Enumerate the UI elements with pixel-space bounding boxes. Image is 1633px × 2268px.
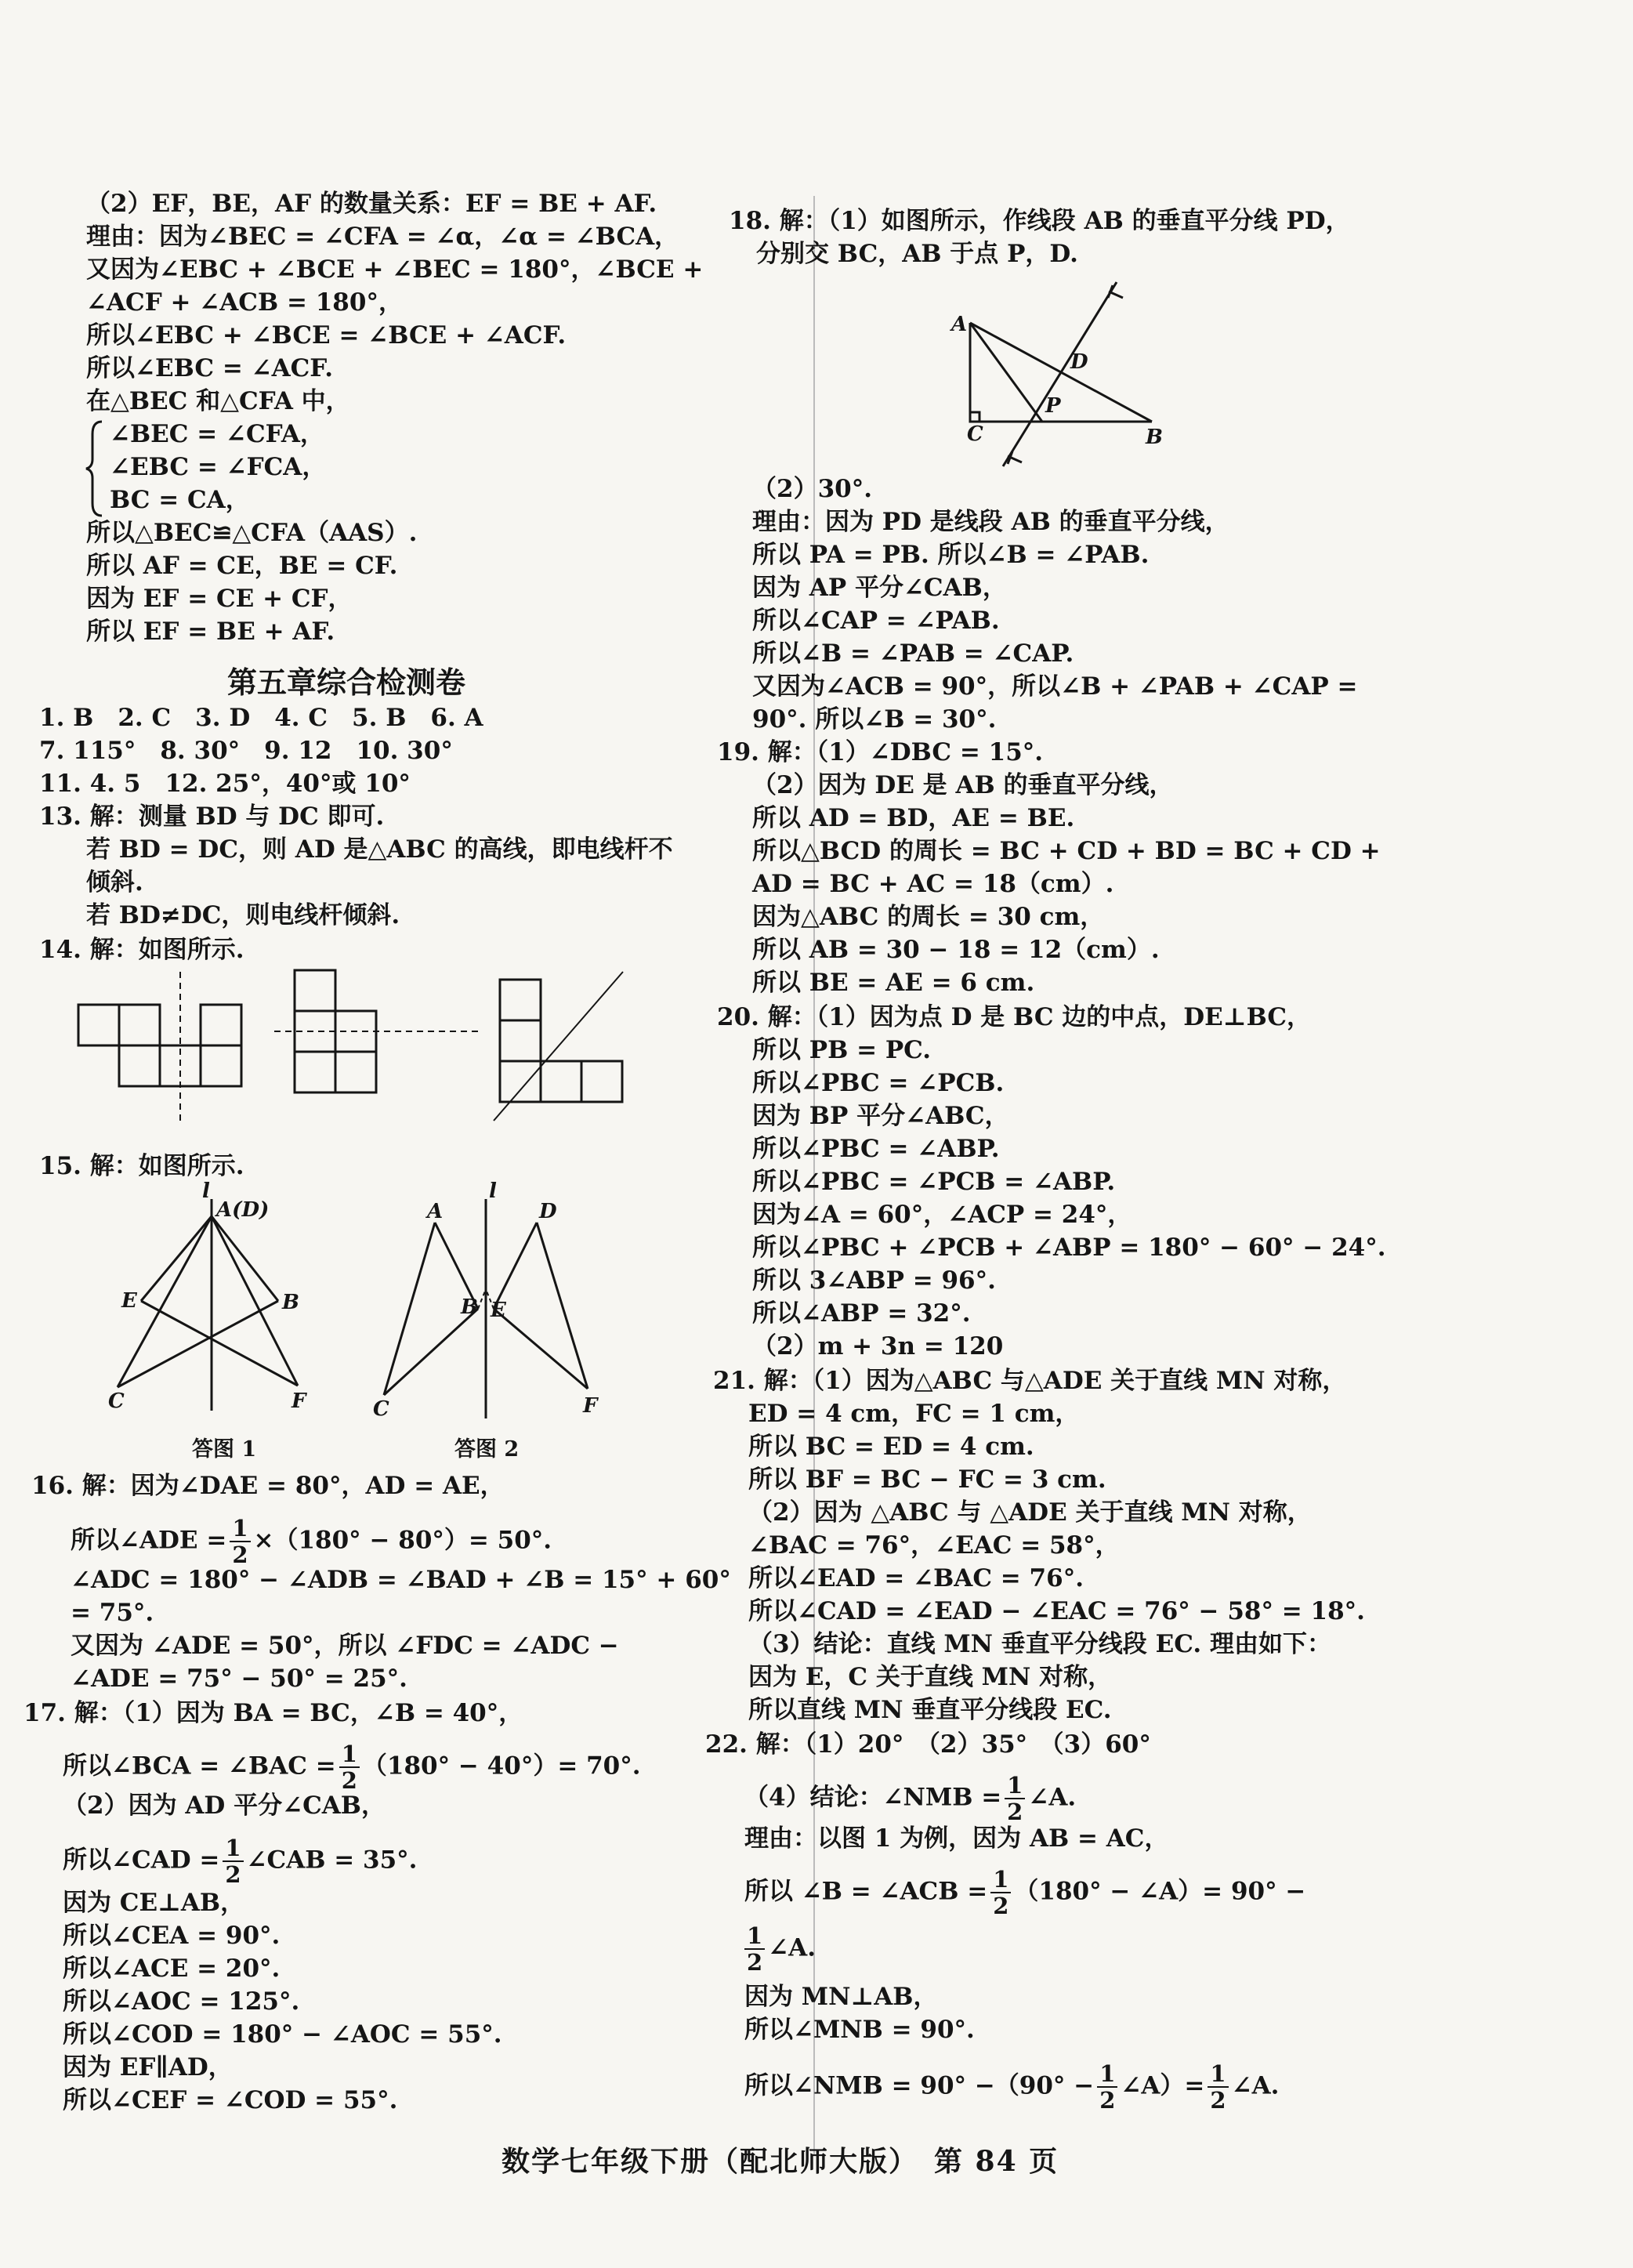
label-c: C [967, 422, 983, 446]
text-line: 17. 解：（1）因为 BA = BC，∠B = 40°， [24, 1699, 523, 1727]
text-line: 所以∠ACE = 20°. [63, 1955, 281, 1983]
text-line: 理由：因为 PD 是线段 AB 的垂直平分线， [752, 508, 1229, 536]
text-line: 所以∠PBC + ∠PCB + ∠ABP = 180° − 60° − 24°. [752, 1234, 1386, 1262]
text-line: 理由：以图 1 为例，因为 AB = AC， [744, 1824, 1169, 1853]
text-line: 所以∠CEA = 90°. [63, 1922, 281, 1950]
fraction: $\frac{1}{2}$ [744, 1923, 765, 1975]
text-line: 所以 AF = CE，BE = CF. [86, 552, 398, 580]
label-e: E [121, 1289, 137, 1313]
text-line: ∠ADC = 180° − ∠ADB = ∠BAD + ∠B = 15° + 60° [71, 1566, 731, 1594]
text-line: 所以 ∠B = ∠ACB = $\frac{1}{2}$ （180° − ∠A）= 90° − [744, 1866, 1306, 1919]
label-a2: A [427, 1200, 444, 1223]
text-line: $\frac{1}{2}$ ∠A. [741, 1923, 816, 1975]
text-line: 所以∠ABP = 32°. [752, 1299, 971, 1328]
text-line: 因为 EF∥AD， [63, 2053, 233, 2081]
text-line: 所以∠EBC + ∠BCE = ∠BCE + ∠ACF. [86, 321, 567, 350]
text-line: 所以∠ADE = $\frac{1}{2}$ ×（180° − 80°）= 50°. [71, 1515, 552, 1568]
text-line: 所以∠NMB = 90° −（90° − $\frac{1}{2}$ ∠A）= $\frac{1}{2}$ ∠A. [744, 2060, 1280, 2114]
label-l2: l [489, 1179, 497, 1203]
section-title: 第五章综合检测卷 [227, 665, 466, 700]
text-line: ∠ACF + ∠ACB = 180°， [86, 288, 403, 317]
text-line: 又因为∠ACB = 90°，所以∠B + ∠PAB + ∠CAP = [752, 672, 1358, 701]
label-b: B [282, 1291, 299, 1314]
text-line: AD = BC + AC = 18（cm）. [752, 870, 1114, 898]
text-line: 又因为∠EBC + ∠BCE + ∠BEC = 180°，∠BCE + [86, 255, 704, 284]
text-line: 22. 解：（1）20° （2）35° （3）60° [705, 1730, 1151, 1759]
text-line: 所以 EF = BE + AF. [86, 618, 335, 646]
text-line: 所以∠CAP = ∠PAB. [752, 607, 1000, 635]
text-line: 所以∠EBC = ∠ACF. [86, 354, 333, 382]
text-line: 所以∠PBC = ∠PCB = ∠ABP. [752, 1168, 1116, 1196]
text-line: ∠EBC = ∠FCA， [110, 453, 327, 481]
text-line: 所以∠EAD = ∠BAC = 76°. [748, 1564, 1084, 1592]
text-line: 所以∠BCA = ∠BAC = $\frac{1}{2}$ （180° − 40°）= 70°. [63, 1741, 641, 1794]
text-line: 所以直线 MN 垂直平分线段 EC. [748, 1696, 1112, 1724]
text-line: 所以 PB = PC. [752, 1036, 932, 1064]
brace-icon [85, 420, 105, 517]
answer-line: 1. B 2. C 3. D 4. C 5. B 6. A [39, 704, 483, 732]
text-line: 15. 解：如图所示. [39, 1152, 244, 1180]
fraction: $\frac{1}{2}$ [1005, 1773, 1025, 1824]
fraction: $\frac{1}{2}$ [223, 1835, 243, 1887]
text-line: ED = 4 cm，FC = 1 cm， [748, 1400, 1080, 1428]
text-line: 所以∠PBC = ∠PCB. [752, 1069, 1005, 1097]
text-line: 13. 解：测量 BD 与 DC 即可. [39, 802, 385, 831]
text-line: 所以∠PBC = ∠ABP. [752, 1135, 1000, 1163]
text-line: 所以 AD = BD，AE = BE. [752, 804, 1075, 832]
text-line: 所以∠MNB = 90°. [744, 2016, 975, 2044]
fraction: $\frac{1}{2}$ [990, 1867, 1011, 1918]
text-line: 若 BD≠DC，则电线杆倾斜. [86, 901, 400, 929]
page-footer: 数学七年级下册（配北师大版） 第 84 页 [501, 2145, 1059, 2178]
text-line: 19. 解：（1）∠DBC = 15°. [717, 738, 1044, 766]
label-a: A [951, 313, 968, 336]
text-line: （2）因为 △ABC 与 △ADE 关于直线 MN 对称， [748, 1498, 1312, 1527]
text-line: 所以∠B = ∠PAB = ∠CAP. [752, 639, 1074, 668]
figure-15 [94, 1179, 598, 1442]
text-line: （3）结论：直线 MN 垂直平分线段 EC. 理由如下： [748, 1630, 1331, 1658]
text-line: 因为 E，C 关于直线 MN 对称， [748, 1663, 1113, 1691]
label-p: P [1045, 394, 1061, 418]
text-line: 在△BEC 和△CFA 中， [86, 387, 350, 415]
label-f: F [291, 1389, 306, 1413]
text-line: 因为 CE⊥AB， [63, 1889, 245, 1917]
text-line: 20. 解：（1）因为点 D 是 BC 边的中点，DE⊥BC， [717, 1003, 1312, 1031]
figure-14 [71, 964, 650, 1121]
text-line: 所以∠CAD = ∠EAD − ∠EAC = 76° − 58° = 18°. [748, 1597, 1365, 1625]
text-line: （2）因为 AD 平分∠CAB， [63, 1792, 386, 1820]
figure-caption: 答图 1 [192, 1437, 257, 1462]
answer-line: 7. 115° 8. 30° 9. 12 10. 30° [39, 737, 453, 765]
text-line: 所以∠CEF = ∠COD = 55°. [63, 2086, 398, 2114]
fraction: $\frac{1}{2}$ [339, 1741, 360, 1793]
text-line: ∠BEC = ∠CFA， [110, 420, 324, 448]
text-line: 所以 3∠ABP = 96°. [752, 1266, 996, 1295]
text-line: 所以 BC = ED = 4 cm. [748, 1433, 1034, 1461]
label-l: l [202, 1179, 210, 1203]
text-line: 所以 AB = 30 − 18 = 12（cm）. [752, 936, 1160, 964]
text-line: 倾斜. [86, 868, 143, 897]
text-line: 分别交 BC，AB 于点 P，D. [756, 240, 1078, 268]
label-ad: A(D) [216, 1198, 270, 1222]
text-line: 因为 EF = CE + CF， [86, 585, 353, 613]
text-line: （2）30°. [752, 475, 873, 503]
label-c2: C [373, 1397, 389, 1421]
text-line: （4）结论：∠NMB = $\frac{1}{2}$ ∠A. [744, 1772, 1077, 1825]
label-c: C [108, 1389, 125, 1413]
fraction: $\frac{1}{2}$ [1097, 2061, 1117, 2113]
text-line: 因为 AP 平分∠CAB， [752, 574, 1007, 602]
text-line: 所以∠CAD = $\frac{1}{2}$ ∠CAB = 35°. [63, 1835, 418, 1888]
label-d2: D [539, 1200, 557, 1223]
text-line: （2）EF，BE，AF 的数量关系：EF = BE + AF. [86, 190, 657, 218]
text-line: （2）因为 DE 是 AB 的垂直平分线， [752, 771, 1174, 799]
text-line: 所以△BCD 的周长 = BC + CD + BD = BC + CD + [752, 837, 1381, 865]
text-line: 因为△ABC 的周长 = 30 cm， [752, 903, 1105, 931]
text-line: 16. 解：因为∠DAE = 80°，AD = AE， [31, 1472, 505, 1500]
text-line: 若 BD = DC，则 AD 是△ABC 的高线，即电线杆不 [86, 835, 673, 864]
text-line: 所以 BF = BC − FC = 3 cm. [748, 1466, 1106, 1494]
text-line: 因为∠A = 60°，∠ACP = 24°， [752, 1201, 1132, 1229]
text-line: 21. 解：（1）因为△ABC 与△ADE 关于直线 MN 对称， [713, 1367, 1347, 1395]
text-line: 所以 PA = PB. 所以∠B = ∠PAB. [752, 541, 1150, 569]
fraction: $\frac{1}{2}$ [1208, 2061, 1228, 2113]
text-line: = 75°. [71, 1599, 154, 1627]
text-line: 又因为 ∠ADE = 50°，所以 ∠FDC = ∠ADC − [71, 1632, 619, 1660]
label-b2: B [461, 1295, 478, 1319]
text-line: 14. 解：如图所示. [39, 936, 244, 964]
text-line: BC = CA， [110, 486, 250, 514]
label-f2: F [583, 1394, 598, 1418]
text-line: ∠ADE = 75° − 50° = 25°. [71, 1665, 407, 1693]
label-d: D [1070, 350, 1088, 374]
text-line: 因为 BP 平分∠ABC， [752, 1102, 1009, 1130]
figure-caption: 答图 2 [454, 1437, 520, 1462]
label-e2: E [491, 1299, 506, 1322]
text-line: （2）m + 3n = 120 [752, 1332, 1004, 1360]
text-line: 所以∠AOC = 125°. [63, 1987, 300, 2016]
text-line: 因为 MN⊥AB， [744, 1983, 938, 2011]
text-line: 所以△BEC≌△CFA（AAS）. [86, 519, 418, 547]
label-b: B [1146, 426, 1163, 449]
text-line: ∠BAC = 76°，∠EAC = 58°， [748, 1531, 1120, 1560]
text-line: 理由：因为∠BEC = ∠CFA = ∠α，∠α = ∠BCA， [86, 223, 679, 251]
text-line: 18. 解：（1）如图所示，作线段 AB 的垂直平分线 PD， [729, 207, 1350, 235]
answer-line: 11. 4. 5 12. 25°，40°或 10° [39, 770, 411, 798]
figure-18 [940, 266, 1175, 478]
text-line: 90°. 所以∠B = 30°. [752, 705, 997, 734]
text-line: 所以 BE = AE = 6 cm. [752, 969, 1035, 997]
text-line: 所以∠COD = 180° − ∠AOC = 55°. [63, 2020, 502, 2049]
fraction: $\frac{1}{2}$ [230, 1516, 250, 1567]
